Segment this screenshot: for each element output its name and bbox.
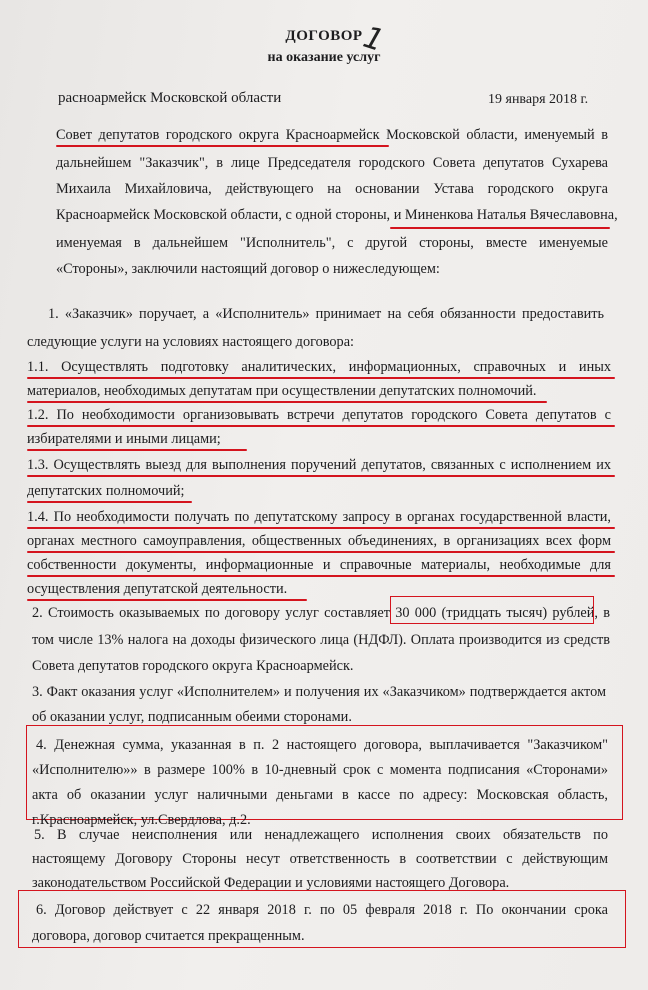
clause-line: 1.4. По необходимости получать по депутатскому запросу в органах государственной власти, [27, 509, 611, 525]
clause-line: осуществления депутатской деятельности. [27, 581, 288, 597]
highlight-underline [27, 575, 615, 577]
title-text: ДОГОВОР [285, 28, 363, 44]
preamble-line: дальнейшем "Заказчик", в лице Председателя городского Совета депутатов Сухарева [56, 155, 608, 171]
contract-date: 19 января 2018 г. [488, 92, 589, 107]
clause-line: акта об оказании услуг наличными деньгами в кассе по адресу: Московская область, [32, 787, 608, 803]
clause-line: 4. Денежная сумма, указанная в п. 2 настоящего договора, выплачивается "Заказчиком" [36, 737, 608, 753]
preamble-line: Совет депутатов городского округа Красноармейск Московской области, именуемый в [56, 127, 608, 143]
clause-line: договора, договор считается прекращенным. [32, 928, 305, 944]
preamble-line: Михаила Михайловича, действующего на основании Устава городского округа [56, 181, 608, 197]
clause-line: «Исполнителю»» в размере 100% в 10-дневный срок с момента подписания «Сторонами» [32, 762, 608, 778]
highlight-underline [390, 227, 610, 229]
clause-line: законодательством Российской Федерации и условиями настоящего Договора. [32, 875, 510, 891]
highlight-underline [27, 599, 307, 601]
clause-line: депутатских полномочий; [27, 483, 185, 499]
clause-line: избирателями и иными лицами; [27, 431, 221, 447]
clause-line: 3. Факт оказания услуг «Исполнителем» и получения их «Заказчиком» подтверждается актом [32, 684, 606, 700]
clause-line: Совета депутатов городского округа Красноармейск. [32, 658, 354, 674]
clause-line: органах местного самоуправления, общественных объединениях, в организациях всех форм [27, 533, 611, 549]
highlight-underline [27, 425, 615, 427]
clause-line: 5. В случае неисполнения или ненадлежащего исполнения своих обязательств по [34, 827, 608, 843]
clause-line: материалов, необходимых депутатам при осуществлении депутатских полномочий. [27, 383, 537, 399]
preamble-line: «Стороны», заключили настоящий договор о нижеследующем: [56, 261, 440, 277]
highlight-underline [27, 377, 615, 379]
contract-city: расноармейск Московской области [58, 90, 282, 106]
clause-line: 1.2. По необходимости организовывать встречи депутатов городского Совета депутатов с [27, 407, 611, 423]
clause-line: следующие услуги на условиях настоящего договора: [27, 334, 355, 350]
clause-line: 1.1. Осуществлять подготовку аналитических, информационных, справочных и иных [27, 359, 611, 375]
preamble-line: Красноармейск Московской области, с одной стороны, и Миненкова Наталья Вячеславовна, [56, 207, 618, 223]
clause-line: настоящему Договору Стороны несут ответственность в соответствии с действующим [32, 851, 608, 867]
clause-line: об оказании услуг, подписанным обеими сторонами. [32, 709, 352, 725]
highlight-underline [56, 145, 389, 147]
highlight-underline [27, 475, 615, 477]
clause-line: 2. Стоимость оказываемых по договору услуг составляет 30 000 (тридцать тысяч) рублей, в [32, 605, 610, 621]
highlight-underline [27, 527, 615, 529]
price-highlight-box [390, 596, 594, 624]
highlight-underline [27, 551, 615, 553]
clause-line: том числе 13% налога на доходы физического лица (НДФЛ). Оплата производится из средств [32, 632, 610, 648]
highlight-underline [27, 501, 192, 503]
highlight-underline [27, 449, 247, 451]
clause-line: собственности документы, информационные и справочные материалы, необходимые для [27, 557, 611, 573]
clause-line: г.Красноармейск, ул.Свердлова, д.2. [32, 812, 251, 828]
preamble-line: именуемая в дальнейшем "Исполнитель", с другой стороны, вместе именуемые [56, 235, 608, 251]
document-subtitle: на оказание услуг [267, 50, 381, 65]
clause-line: 1.3. Осуществлять выезд для выполнения поручений депутатов, связанных с исполнением их [27, 457, 611, 473]
clause-line: 1. «Заказчик» поручает, а «Исполнитель» принимает на себя обязанности предоставить [48, 306, 604, 322]
clause-line: 6. Договор действует с 22 января 2018 г. по 05 февраля 2018 г. По окончании срока [36, 902, 608, 918]
handwritten-number: 1 [359, 19, 389, 60]
highlight-underline [27, 401, 547, 403]
